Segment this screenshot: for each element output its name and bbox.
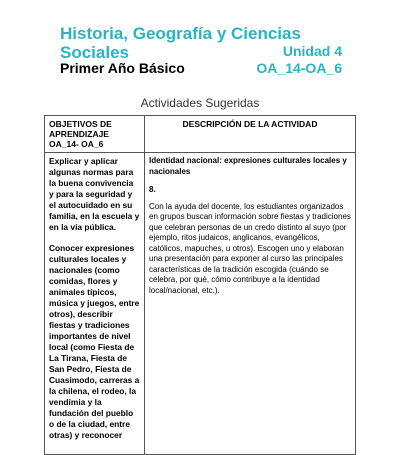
table-row (45, 153, 356, 455)
objectives-cell (45, 153, 145, 455)
objective-code: OA_14-OA_6 (256, 60, 342, 76)
description-header: DESCRIPCIÓN DE LA ACTIVIDAD (145, 116, 356, 153)
description-cell (145, 153, 356, 455)
activity-description: Con la ayuda del docente, los estudiantes organizados en grupos buscan información sobre fiestas y tradiciones que celebran personas de un credo distinto al suyo (por ejemplo, ritos judaicos, anglicanos, evangélicos, católicos, mapuches, u otros). Escogen uno y elaboran una presentación para exponer al curso las principales características de la tradición escogida (cuándo se celebra, por qué, cómo contribuye a la identidad local/nacional, etc.). (149, 201, 351, 295)
objectives-header: OBJETIVOS DE APRENDIZAJE OA_14- OA_6 (45, 116, 145, 153)
activities-table (44, 115, 356, 455)
activity-number: 8. (149, 185, 156, 194)
document-title: Historia, Geografía y Ciencias Sociales (60, 24, 301, 62)
grade-label: Primer Año Básico (60, 60, 185, 76)
activity-title: Identidad nacional: expresiones culturales locales y nacionales (149, 156, 347, 176)
objective-text: Conocer expresiones culturales locales y nacionales (como comidas, flores y animales típicos, música y juegos, entre otros), describir fiestas y tradiciones importantes de nivel local (como Fiesta de La Tirana, Fiesta de San Pedro, Fiesta de Cuasimodo, carreras a la chilena, el rodeo, la vendimia y la fundación del pueblo o de la ciudad, entre otras) y reconocer (49, 243, 140, 440)
section-title: Actividades Sugeridas (140, 96, 260, 110)
objective-text: Explicar y aplicar algunas normas para la buena convivencia y para la seguridad y el autocuidado en su familia, en la escuela y en la vía pública. (49, 156, 140, 232)
unit-label: Unidad 4 (282, 43, 342, 59)
table-header-row (45, 116, 356, 153)
